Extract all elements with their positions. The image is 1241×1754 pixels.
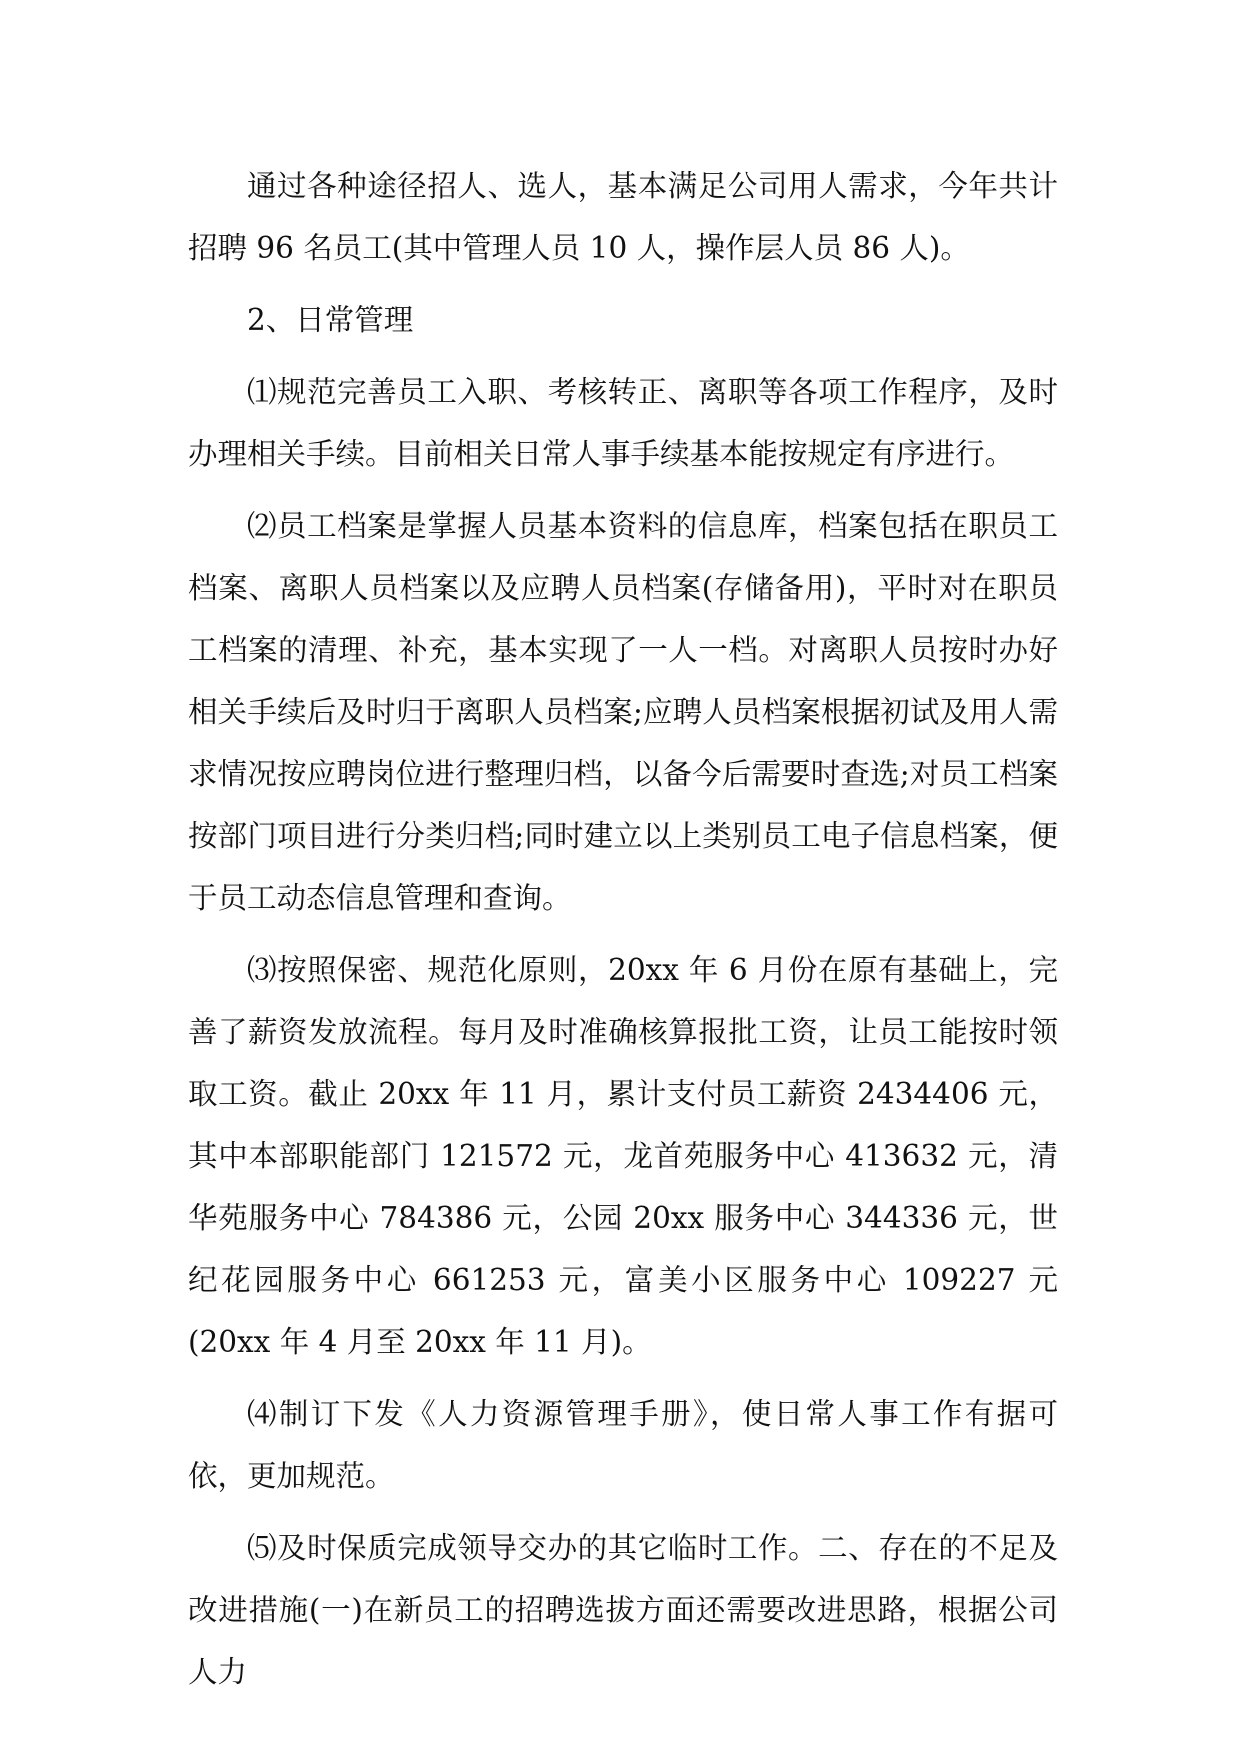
paragraph-item-4: ⑷制订下发《人力资源管理手册》，使日常人事工作有据可依，更加规范。: [188, 1397, 1058, 1493]
document-body: [188, 155, 1058, 1703]
section-heading-daily-management: 2、日常管理: [247, 303, 414, 337]
paragraph-item-1: ⑴规范完善员工入职、考核转正、离职等各项工作程序，及时办理相关手续。目前相关日常人事手续基本能按规定有序进行。: [188, 375, 1058, 471]
paragraph-item-5: ⑸及时保质完成领导交办的其它临时工作。二、存在的不足及改进措施(一)在新员工的招聘选拔方面还需要改进思路，根据公司人力: [188, 1531, 1058, 1689]
paragraph-recruitment: 通过各种途径招人、选人，基本满足公司用人需求，今年共计招聘 96 名员工(其中管理人员 10 人，操作层人员 86 人)。: [188, 169, 1058, 265]
paragraph-item-3: ⑶按照保密、规范化原则，20xx 年 6 月份在原有基础上，完善了薪资发放流程。每月及时准确核算报批工资，让员工能按时领取工资。截止 20xx 年 11 月，累计支付员工薪资 2434406 元，其中本部职能部门 121572 元，龙首苑服务中心 413632 元，清华苑服务中心 784386 元，公园 20xx 服务中心 344336 元，世纪花园服务中心 661253 元，富美小区服务中心 109227 元(20xx 年 4 月至 20xx 年 11 月)。: [188, 953, 1058, 1359]
paragraph-item-2: ⑵员工档案是掌握人员基本资料的信息库，档案包括在职员工档案、离职人员档案以及应聘人员档案(存储备用)，平时对在职员工档案的清理、补充，基本实现了一人一档。对离职人员按时办好相关手续后及时归于离职人员档案;应聘人员档案根据初试及用人需求情况按应聘岗位进行整理归档，以备今后需要时查选;对员工档案按部门项目进行分类归档;同时建立以上类别员工电子信息档案，便于员工动态信息管理和查询。: [188, 509, 1058, 915]
